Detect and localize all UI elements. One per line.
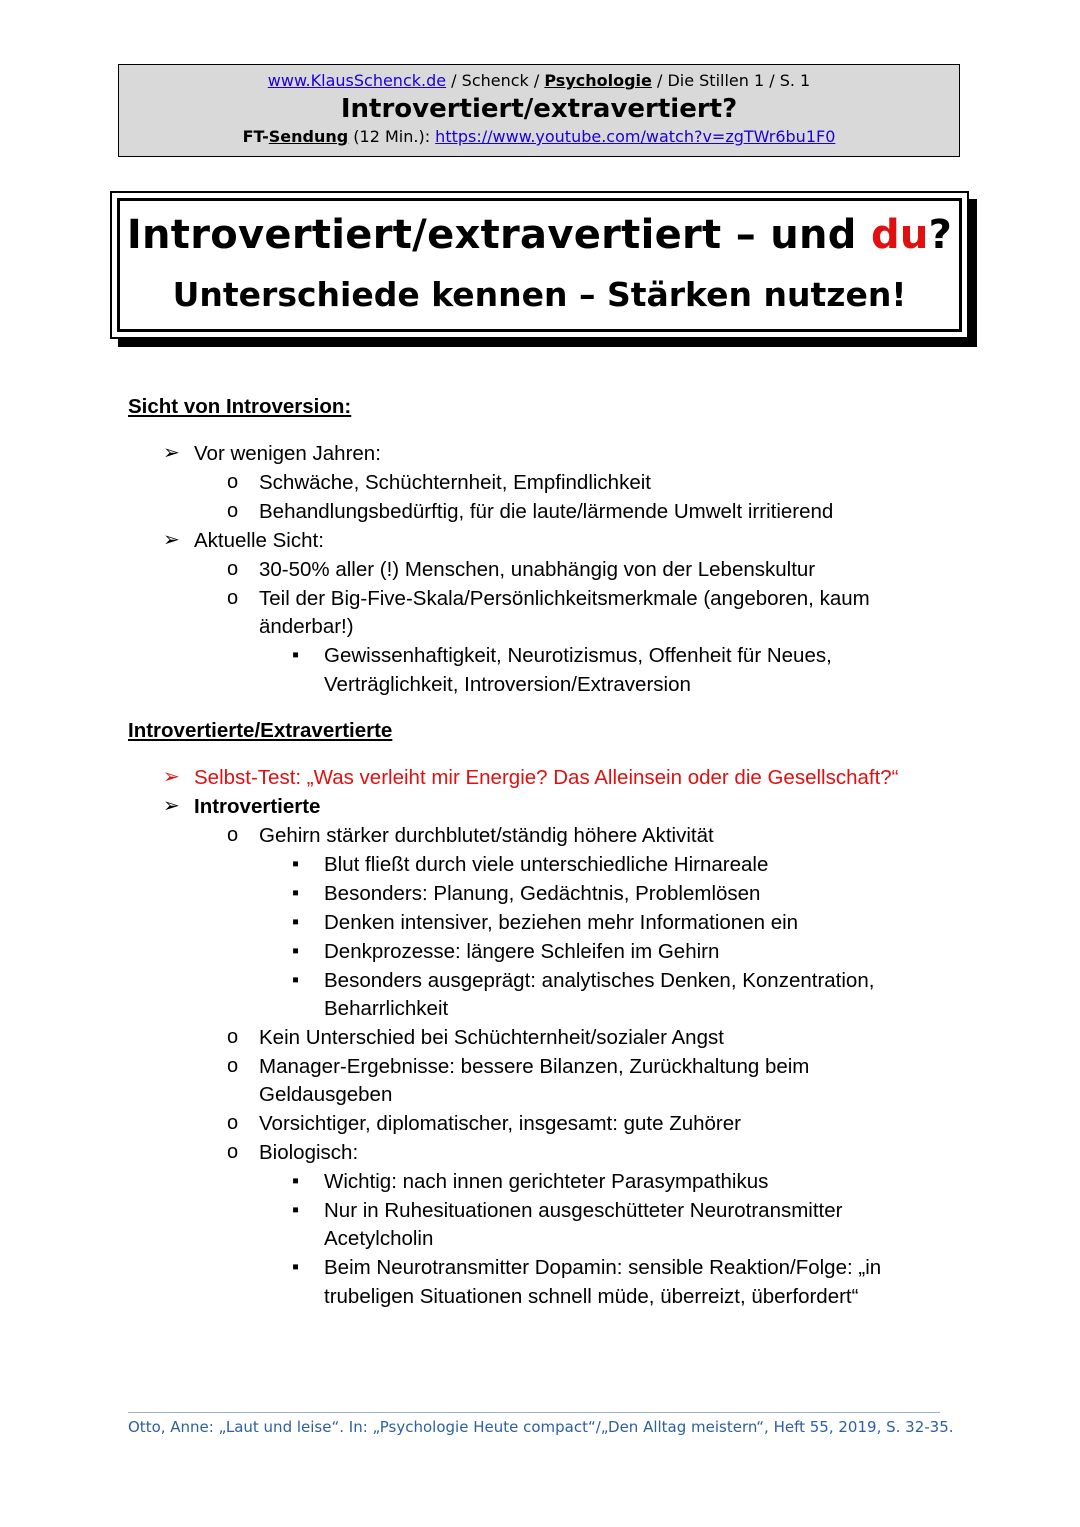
list-item: Behandlungsbedürftig, für die laute/lärmende Umwelt irritierend (259, 500, 834, 523)
section-heading-intro-extra: Introvertierte/Extravertierte (128, 719, 393, 742)
list-item: Wichtig: nach innen gerichteter Parasympathikus (324, 1170, 769, 1193)
list-item: Aktuelle Sicht: (194, 529, 324, 552)
main-title-highlight: du (870, 212, 929, 258)
square-bullet-icon: ▪ (292, 911, 300, 933)
list-item-continued: Beharrlichkeit (324, 997, 449, 1020)
list-item: Gehirn stärker durchblutet/ständig höhere Aktivität (259, 824, 714, 847)
square-bullet-icon: ▪ (292, 882, 300, 904)
footer-citation: Otto, Anne: „Laut und leise“. In: „Psychologie Heute compact“/„Den Alltag meistern“, Heft 55, 2019, S. 32-35. (128, 1418, 954, 1436)
list-item-continued: trubeligen Situationen schnell müde, überreizt, überfordert“ (324, 1285, 859, 1308)
list-item: Besonders: Planung, Gedächtnis, Problemlösen (324, 882, 761, 905)
list-item: Denkprozesse: längere Schleifen im Gehirn (324, 940, 720, 963)
video-link[interactable]: https://www.youtube.com/watch?v=zgTWr6bu1F0 (435, 127, 836, 146)
list-item: Vorsichtiger, diplomatischer, insgesamt: gute Zuhörer (259, 1112, 741, 1135)
circle-bullet-icon: o (227, 558, 239, 580)
title-box-inner (117, 198, 962, 332)
circle-bullet-icon: o (227, 1141, 239, 1163)
circle-bullet-icon: o (227, 824, 239, 846)
arrow-bullet-icon: ➢ (163, 529, 180, 551)
list-item-continued: Verträglichkeit, Introversion/Extraversion (324, 673, 691, 696)
section-heading-introversion: Sicht von Introversion: (128, 395, 352, 418)
self-test-question: Selbst-Test: „Was verleiht mir Energie? Das Alleinsein oder die Gesellschaft?“ (194, 766, 899, 789)
square-bullet-icon: ▪ (292, 1199, 300, 1221)
page-header (118, 64, 960, 157)
site-link[interactable]: www.KlausSchenck.de (267, 71, 447, 90)
circle-bullet-icon: o (227, 1026, 239, 1048)
square-bullet-icon: ▪ (292, 1170, 300, 1192)
footer-divider (128, 1412, 940, 1413)
square-bullet-icon: ▪ (292, 853, 300, 875)
square-bullet-icon: ▪ (292, 1256, 300, 1278)
square-bullet-icon: ▪ (292, 969, 300, 991)
circle-bullet-icon: o (227, 1112, 239, 1134)
list-item: Manager-Ergebnisse: bessere Bilanzen, Zurückhaltung beim (259, 1055, 810, 1078)
list-item: Blut fließt durch viele unterschiedliche Hirnareale (324, 853, 769, 876)
circle-bullet-icon: o (227, 500, 239, 522)
arrow-bullet-icon: ➢ (163, 795, 180, 817)
list-item-introvertierte: Introvertierte (194, 795, 321, 818)
square-bullet-icon: ▪ (292, 940, 300, 962)
list-item-continued: Acetylcholin (324, 1227, 434, 1250)
list-item-continued: änderbar!) (259, 615, 354, 638)
list-item: Denken intensiver, beziehen mehr Informationen ein (324, 911, 799, 934)
list-item: Biologisch: (259, 1141, 359, 1164)
circle-bullet-icon: o (227, 587, 239, 609)
arrow-bullet-icon: ➢ (163, 442, 180, 464)
list-item: Schwäche, Schüchternheit, Empfindlichkeit (259, 471, 651, 494)
header-breadcrumb (119, 71, 959, 91)
main-title: Introvertiert/extravertiert – und du? (126, 212, 953, 258)
list-item: Beim Neurotransmitter Dopamin: sensible Reaktion/Folge: „in (324, 1256, 882, 1279)
ft-duration: (12 Min.): (348, 127, 436, 146)
breadcrumb-sep-1: / Schenck / (446, 71, 545, 90)
square-bullet-icon: ▪ (292, 644, 300, 666)
list-item: Besonders ausgeprägt: analytisches Denken, Konzentration, (324, 969, 875, 992)
ft-prefix: FT- (242, 127, 269, 146)
list-item: Teil der Big-Five-Skala/Persönlichkeitsmerkmale (angeboren, kaum (259, 587, 870, 610)
subject-link[interactable]: Psychologie (544, 71, 652, 90)
list-item: Vor wenigen Jahren: (194, 442, 381, 465)
breadcrumb-sep-2: / Die Stillen 1 / S. 1 (651, 71, 811, 90)
list-item: Gewissenhaftigkeit, Neurotizismus, Offenheit für Neues, (324, 644, 832, 667)
list-item: 30-50% aller (!) Menschen, unabhängig von der Lebenskultur (259, 558, 816, 581)
ft-sendung: Sendung (268, 127, 349, 146)
main-subtitle: Unterschiede kennen – Stärken nutzen! (172, 275, 907, 314)
list-item: Nur in Ruhesituationen ausgeschütteter Neurotransmitter (324, 1199, 843, 1222)
circle-bullet-icon: o (227, 1055, 239, 1077)
list-item: Kein Unterschied bei Schüchternheit/sozialer Angst (259, 1026, 724, 1049)
title-box (110, 191, 969, 339)
list-item-continued: Geldausgeben (259, 1083, 393, 1106)
header-title: Introvertiert/extravertiert? (340, 94, 738, 124)
circle-bullet-icon: o (227, 471, 239, 493)
arrow-bullet-icon: ➢ (163, 766, 180, 788)
header-video-line (119, 127, 959, 147)
